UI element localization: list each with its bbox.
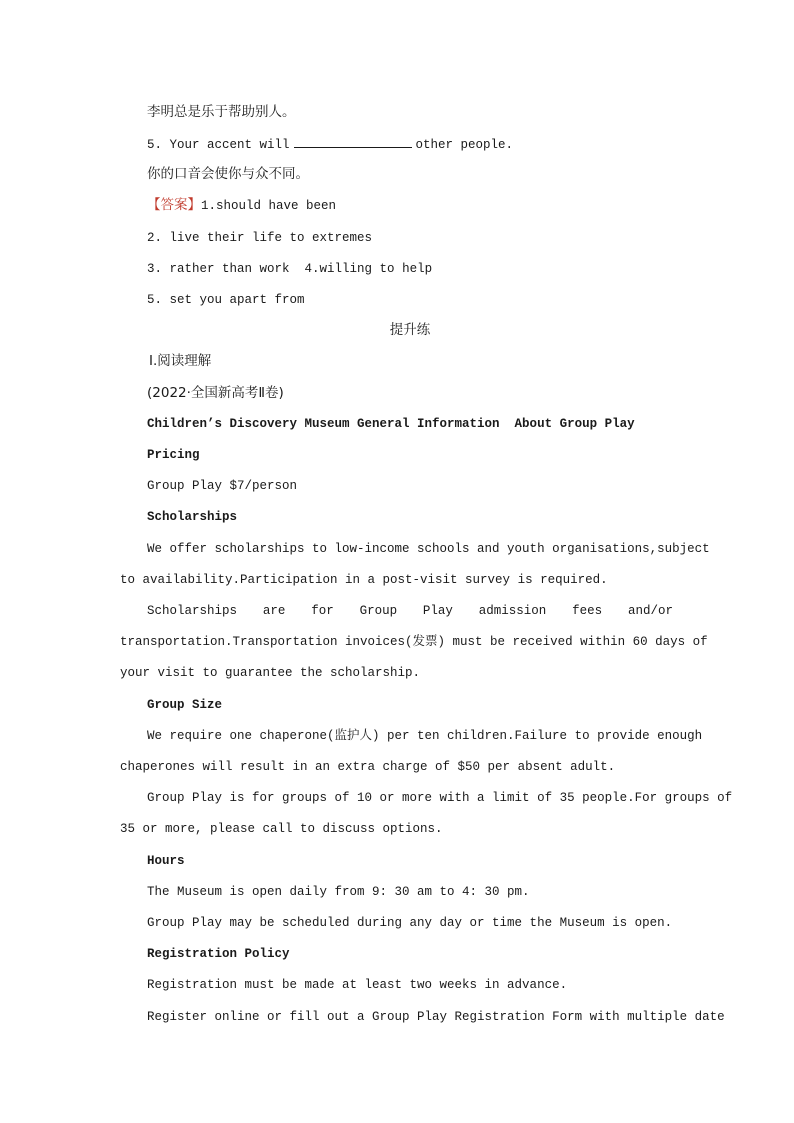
hours-paragraph-1: The Museum is open daily from 9: 30 am to 4: 30 pm. (147, 885, 530, 899)
answer-3: 3. rather than work (147, 262, 290, 276)
section-subheading: Ⅰ.阅读理解 (149, 353, 212, 369)
pricing-heading: Pricing (147, 448, 200, 462)
registration-heading: Registration Policy (147, 947, 290, 961)
hours-heading: Hours (147, 854, 185, 868)
scholarships-paragraph-1-line-2: to availability.Participation in a post-visit survey is required. (120, 573, 608, 587)
chinese-translation: 你的口音会使你与众不同。 (147, 166, 309, 182)
source-citation: (2022·全国新高考Ⅱ卷) (147, 385, 284, 401)
scholarships-heading: Scholarships (147, 510, 238, 524)
question-5 (147, 136, 513, 153)
registration-paragraph-1: Registration must be made at least two weeks in advance. (147, 978, 568, 992)
answer-tag: 【答案】 (147, 197, 201, 213)
scholarships-paragraph-2-line-2: transportation.Transportation invoices(发票) must be received within 60 days of (120, 635, 708, 649)
answer-2: 2. live their life to extremes (147, 231, 373, 245)
answer-line-3 (147, 261, 432, 277)
group-size-paragraph-2-line-2: 35 or more, please call to discuss options. (120, 822, 443, 836)
scholarships-paragraph-2-line-3: your visit to guarantee the scholarship. (120, 666, 421, 680)
chinese-sentence: 李明总是乐于帮助别人。 (147, 104, 296, 120)
registration-paragraph-2-line-1: Register online or fill out a Group Play Registration Form with multiple date (147, 1010, 725, 1024)
answer-1: 1.should have been (201, 199, 337, 213)
group-size-paragraph-1-line-2: chaperones will result in an extra charge of $50 per absent adult. (120, 760, 616, 774)
hours-paragraph-2: Group Play may be scheduled during any day or time the Museum is open. (147, 916, 673, 930)
group-size-paragraph-1-line-1: We require one chaperone(监护人) per ten children.Failure to provide enough (147, 729, 703, 743)
article-title: Children’s Discovery Museum General Information About Group Play (147, 417, 635, 431)
group-size-paragraph-2-line-1: Group Play is for groups of 10 or more with a limit of 35 people.For groups of (147, 791, 733, 805)
scholarships-paragraph-1-line-1: We offer scholarships to low-income schools and youth organisations,subject (147, 542, 710, 556)
pricing-text: Group Play $7/person (147, 479, 298, 493)
section-heading: 提升练 (389, 322, 431, 338)
group-size-heading: Group Size (147, 698, 223, 712)
answer-line-1 (147, 197, 336, 214)
question-5-suffix: other people. (415, 138, 514, 152)
answer-4: 4.willing to help (304, 262, 433, 276)
answer-blank[interactable] (294, 136, 412, 148)
answer-5: 5. set you apart from (147, 293, 305, 307)
scholarships-paragraph-2-line-1: Scholarships are for Group Play admission fees and/or (147, 604, 673, 618)
question-5-prefix: 5. Your accent will (147, 138, 290, 152)
